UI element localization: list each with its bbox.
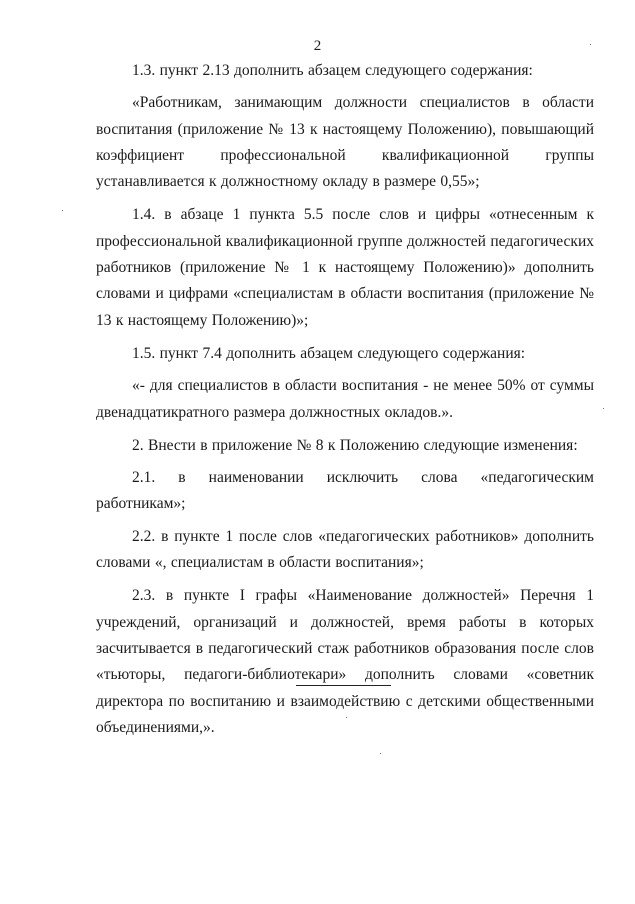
document-body — [96, 58, 594, 748]
paragraph-2-3: 2.3. в пункте I графы «Наименование должностей» Перечня 1 учреждений, организаций и должностей, время работы в которых засчитывается в педагогический стаж работников образования после слов «тьюторы, педагоги-библиотекари» дополнить словами «советник директора по воспитанию и взаимодействию с детскими общественными объединениями,». — [96, 587, 594, 736]
paragraph-2-2: 2.2. в пункте 1 после слов «педагогических работников» дополнить словами «, специалистам в области воспитания»; — [96, 527, 594, 572]
scan-speck — [603, 408, 604, 409]
paragraph-1-4: 1.4. в абзаце 1 пункта 5.5 после слов и цифры «отнесенным к профессиональной квалификационной группе должностей педагогических работников (приложение № 1 к настоящему Положению)» дополнить словами и цифрами «специалистам в области воспитания (приложение № 13 к настоящему Положению)»; — [96, 206, 594, 329]
scan-speck — [590, 44, 591, 45]
end-of-text-rule — [296, 685, 391, 686]
page-number: 2 — [313, 38, 322, 54]
paragraph-2: 2. Внести в приложение № 8 к Положению следующие изменения: — [132, 436, 578, 454]
paragraph-1-5-quote: «- для специалистов в области воспитания - не менее 50% от суммы двенадцатикратного размера должностных окладов.». — [96, 377, 594, 421]
paragraph-1-3: 1.3. пункт 2.13 дополнить абзацем следующего содержания: — [132, 62, 533, 79]
paragraph-2-1: 2.1. в наименовании исключить слова «педагогическим работникам»; — [96, 469, 594, 513]
scan-speck — [380, 753, 381, 754]
paragraph-1-3-quote: «Работникам, занимающим должности специалистов в области воспитания (приложение № 13 к настоящему Положению), повышающий коэффициент профессиональной квалификационной группы устанавливается к должностному окладу в размере 0,55»; — [96, 94, 594, 191]
scan-speck — [346, 717, 347, 718]
scan-speck — [62, 210, 63, 211]
paragraph-1-5: 1.5. пункт 7.4 дополнить абзацем следующего содержания: — [132, 344, 526, 362]
